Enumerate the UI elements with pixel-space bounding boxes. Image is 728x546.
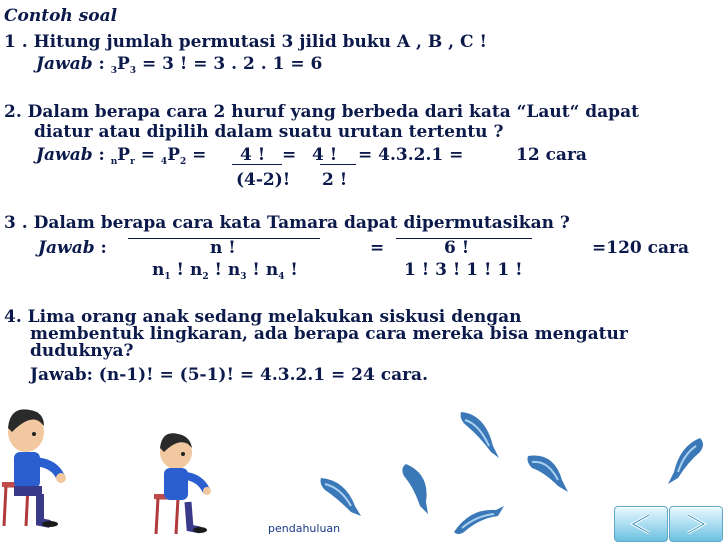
q3-equals: = bbox=[370, 238, 385, 258]
question-4-line-3: duduknya? bbox=[30, 341, 134, 361]
question-3: 3 . Dalam berapa cara kata Tamara dapat dipermutasikan ? bbox=[4, 213, 570, 233]
q3-fraction-2-bar bbox=[396, 238, 532, 239]
footer-link-pendahuluan[interactable]: pendahuluan bbox=[268, 522, 341, 535]
question-4-line-2: membentuk lingkaran, ada berapa cara mereka bisa mengatur bbox=[30, 324, 628, 344]
q3-fraction-2-numerator: 6 ! bbox=[444, 238, 470, 258]
q2-fraction-2-numerator: 4 ! bbox=[312, 145, 338, 165]
dolphin-icon bbox=[660, 432, 710, 488]
answer-2: Jawab : $_nP_r = _4P_2$ = bbox=[36, 145, 207, 167]
answer-1: Jawab : $_3P_3 = 3$ ! = 3 . 2 . 1 = 6 bbox=[36, 54, 323, 76]
q2-fraction-2-bar bbox=[320, 164, 356, 165]
nav-next-icon bbox=[680, 512, 712, 536]
dolphin-icon bbox=[455, 406, 505, 464]
dolphin-icon bbox=[396, 460, 436, 516]
q3-fraction-1-numerator: n ! bbox=[210, 238, 236, 258]
question-2-line-2: diatur atau dipilih dalam suatu urutan tertentu ? bbox=[34, 122, 504, 142]
slide-title: Contoh soal bbox=[4, 6, 118, 26]
q3-fraction-1-bar bbox=[128, 238, 320, 239]
q2-equals: = bbox=[282, 145, 297, 165]
q2-result: 12 cara bbox=[516, 145, 587, 165]
q2-expansion: = 4.3.2.1 = bbox=[358, 145, 464, 165]
question-4-line-1: 4. Lima orang anak sedang melakukan siskusi dengan bbox=[4, 307, 522, 327]
answer-3-label: Jawab : bbox=[38, 238, 107, 258]
prev-button[interactable] bbox=[614, 506, 668, 542]
nav-prev-icon bbox=[625, 512, 657, 536]
q2-fraction-1-bar bbox=[232, 164, 282, 165]
question-1: 1 . Hitung jumlah permutasi 3 jilid buku A , B , C ! bbox=[4, 32, 487, 52]
answer-4: Jawab: (n-1)! = (5-1)! = 4.3.2.1 = 24 cara. bbox=[30, 365, 428, 385]
next-button[interactable] bbox=[669, 506, 723, 542]
q2-fraction-1-numerator: 4 ! bbox=[240, 145, 266, 165]
q3-fraction-2-denominator: 1 ! 3 ! 1 ! 1 ! bbox=[404, 260, 523, 280]
q2-fraction-1-denominator: (4-2)! bbox=[236, 170, 291, 190]
q3-fraction-1-denominator: $n_1$ ! $n_2$ ! $n_3$ ! $n_4$ ! bbox=[152, 260, 298, 282]
q2-fraction-2-denominator: 2 ! bbox=[322, 170, 348, 190]
dolphin-icon bbox=[522, 446, 572, 496]
question-2-line-1: 2. Dalam berapa cara 2 huruf yang berbeda dari kata “Laut“ dapat bbox=[4, 102, 639, 122]
q3-result: =120 cara bbox=[592, 238, 689, 258]
